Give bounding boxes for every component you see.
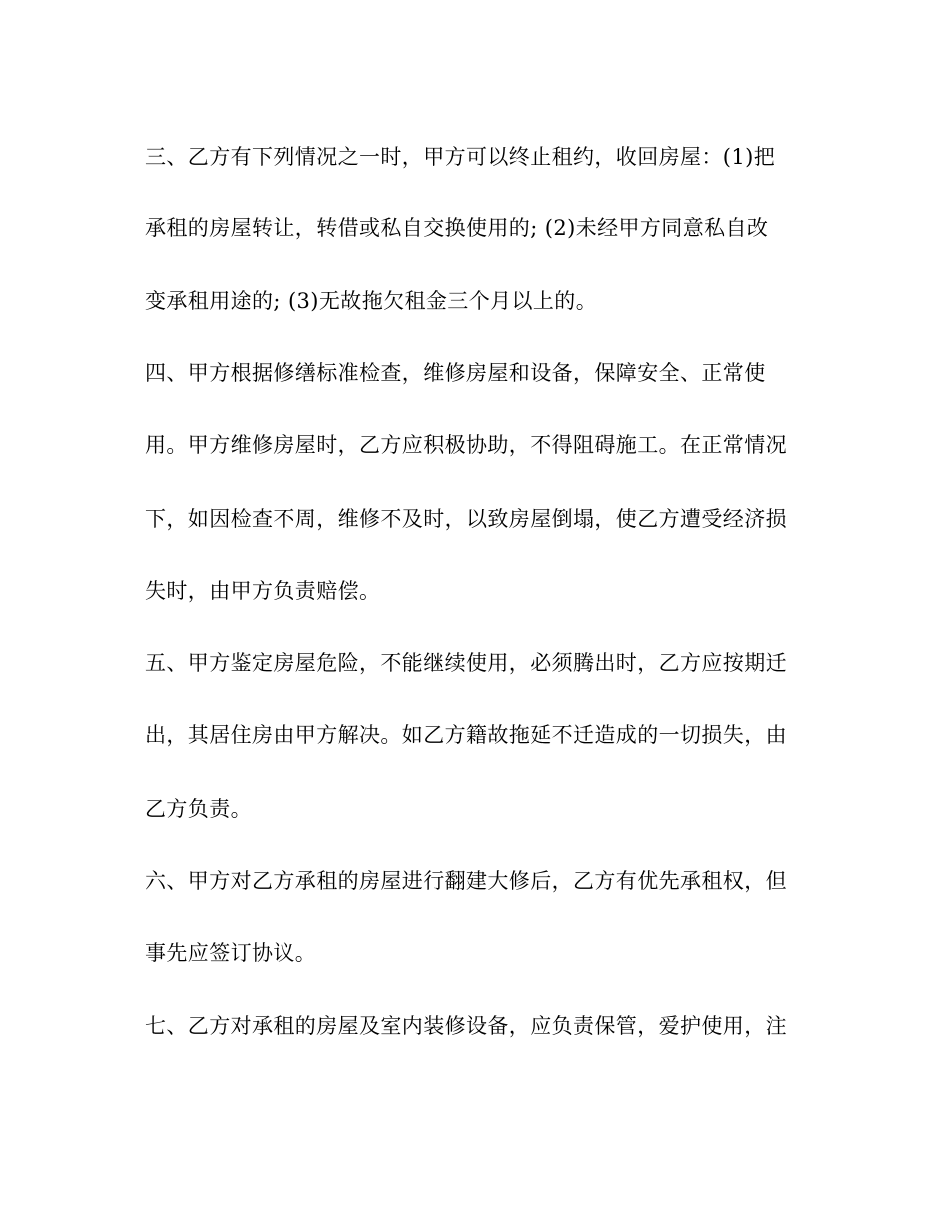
clause-6-line-2: 事先应签订协议。	[145, 941, 317, 965]
clause-4-line-2: 用。甲方维修房屋时，乙方应积极协助，不得阻碍施工。在正常情况	[145, 433, 787, 457]
clause-4-line-3: 下，如因检查不周，维修不及时，以致房屋倒塌，使乙方遭受经济损	[145, 507, 787, 531]
clause-4-line-4: 失时，由甲方负责赔偿。	[145, 579, 381, 603]
clause-3-line-1: 三、乙方有下列情况之一时，甲方可以终止租约，收回房屋：(1)把	[145, 145, 776, 169]
clause-7-line-1: 七、乙方对承租的房屋及室内装修设备，应负责保管，爱护使用，注	[145, 1014, 787, 1038]
clause-5-line-2: 出，其居住房由甲方解决。如乙方籍故拖延不迁造成的一切损失，由	[145, 723, 787, 747]
clause-3-line-3: 变承租用途的; (3)无故拖欠租金三个月以上的。	[145, 289, 598, 313]
clause-4-line-1: 四、甲方根据修缮标准检查，维修房屋和设备，保障安全、正常使	[145, 361, 766, 385]
clause-5-line-1: 五、甲方鉴定房屋危险，不能继续使用，必须腾出时，乙方应按期迁	[145, 651, 787, 675]
clause-6-line-1: 六、甲方对乙方承租的房屋进行翻建大修后，乙方有优先承租权，但	[145, 869, 787, 893]
clause-5-line-3: 乙方负责。	[145, 797, 252, 821]
clause-3-line-2: 承租的房屋转让，转借或私自交换使用的; (2)未经甲方同意私自改	[145, 216, 769, 240]
